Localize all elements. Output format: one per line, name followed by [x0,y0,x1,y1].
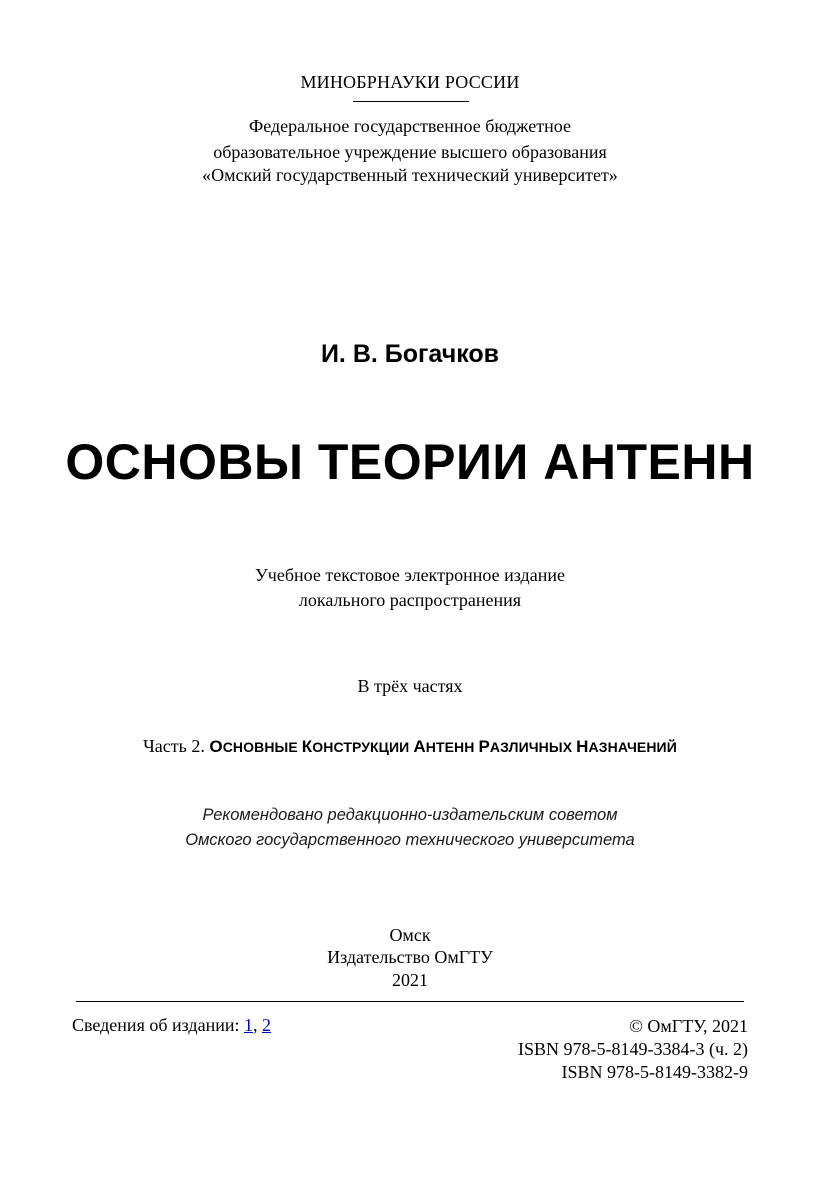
institution-line-3: «Омский государственный технический университет» [202,165,618,185]
institution-line-2: образовательное учреждение высшего образования [213,142,607,162]
imprint-city: Омск [389,925,431,945]
recommendation-line-1: Рекомендовано редакционно-издательским советом [202,806,618,824]
isbn-part: ISBN 978-5-8149-3384-3 (ч. 2) [517,1039,748,1059]
recommendation-line-2: Омского государственного технического университета [185,831,635,849]
institution-line-1: Федеральное государственное бюджетное [249,116,571,136]
isbn-set: ISBN 978-5-8149-3382-9 [561,1062,748,1082]
edition-type-line-1: Учебное текстовое электронное издание [255,565,565,585]
imprint-year: 2021 [392,970,428,990]
edition-link-1[interactable]: 1 [243,1015,253,1035]
edition-info-label: Сведения об издании: [72,1015,240,1035]
part-title: ОСНОВНЫЕ КОНСТРУКЦИИ АНТЕНН РАЗЛИЧНЫХ НАЗНАЧЕНИЙ [209,737,677,756]
book-title: ОСНОВЫ ТЕОРИИ АНТЕНН [65,434,755,490]
edition-link-separator: , [252,1015,258,1035]
edition-link-2[interactable]: 2 [261,1015,271,1035]
ministry-divider [353,101,469,102]
edition-info [72,1015,271,1036]
ministry-name: МИНОБРНАУКИ РОССИИ [300,72,520,92]
copyright-block [518,1015,748,1084]
parts-note: В трёх частях [357,676,463,696]
copyright: © ОмГТУ, 2021 [629,1016,748,1036]
author-name: И. В. Богачков [320,340,500,368]
footer-divider [76,1001,744,1002]
part-heading [0,736,820,757]
part-prefix: Часть 2. [143,736,205,756]
edition-type-line-2: локального распространения [298,590,522,610]
imprint-publisher: Издательство ОмГТУ [327,947,493,967]
